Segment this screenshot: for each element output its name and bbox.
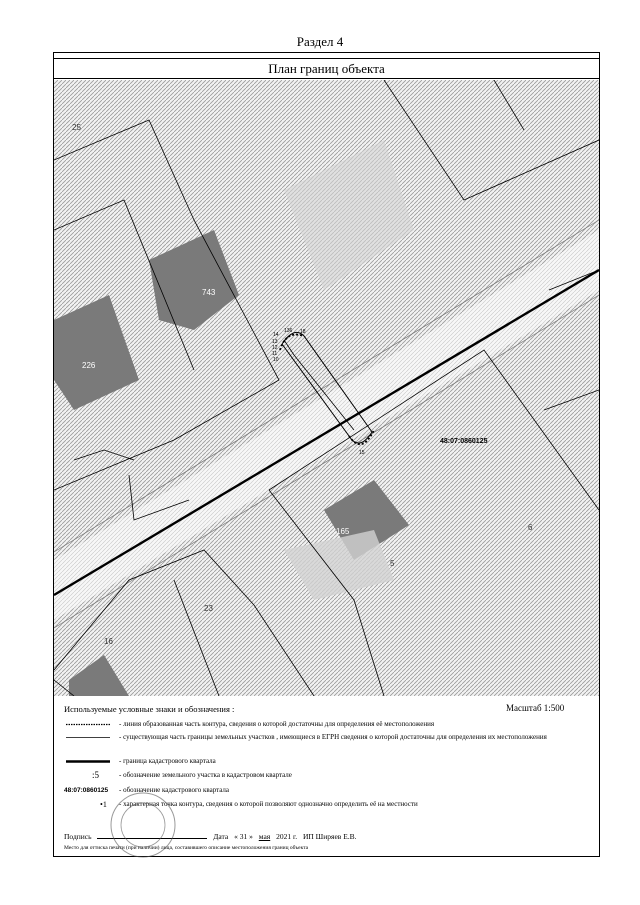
author: ИП Ширяев Е.В.	[302, 832, 357, 841]
parcel-label: 226	[82, 361, 96, 370]
legend-item-text: - обозначение кадастрового квартала	[119, 786, 230, 794]
legend-item-text: - характерная точка контура, сведения о которой позволяют однозначно определить её на местности	[119, 800, 418, 808]
date-year: 2021 г.	[276, 832, 298, 841]
parcel-symbol: :5	[92, 770, 100, 780]
parcel-label: 743	[202, 288, 216, 297]
existing-boundary-symbol	[64, 733, 114, 742]
legend-item-text: - граница кадастрового квартала	[119, 757, 216, 765]
quarter-symbol: 48:07:0860125	[64, 787, 109, 794]
point-label: 12	[272, 345, 278, 351]
point-label: 13	[272, 339, 278, 345]
point-label: 15	[359, 450, 365, 456]
point-label: 136	[284, 328, 293, 334]
parcel-label: 5	[390, 559, 395, 568]
quarter-boundary-symbol	[64, 757, 114, 766]
section-title: Раздел 4	[296, 34, 344, 49]
seal-stamp-icon	[108, 790, 178, 860]
point-label: 11	[272, 351, 278, 357]
point-label: 10	[273, 357, 279, 363]
date-day: « 31 »	[234, 832, 253, 841]
stamp-note: Место для оттиска печати (при наличии) лица, составившего описание местоположения границ объекта	[64, 845, 309, 851]
point-symbol: •1	[100, 800, 107, 809]
plan-title: План границ объекта	[53, 58, 600, 79]
point-label: 14	[273, 332, 279, 338]
new-contour-line-symbol	[64, 720, 114, 729]
point-label: 18	[300, 329, 306, 335]
parcel-label: 23	[204, 604, 213, 613]
date-label: Дата	[213, 832, 229, 841]
parcel-label: 16	[104, 637, 113, 646]
boundary-plan-map	[54, 80, 599, 696]
date-month: мая	[258, 832, 271, 841]
map-drawing	[54, 80, 599, 696]
parcel-label: 6	[528, 523, 533, 532]
map-scale: Масштаб 1:500	[506, 703, 565, 713]
parcel-label: 25	[72, 123, 81, 132]
legend-title: Используемые условные знаки и обозначения :	[64, 704, 235, 714]
quarter-label: 48:07:0860125	[440, 438, 488, 445]
legend-item-text: - линия образованная часть контура, сведения о которой достаточны для определения её местоположения	[119, 720, 435, 728]
parcel-label: 165	[336, 527, 350, 536]
legend-item-text: - обозначение земельного участка в кадастровом квартале	[119, 771, 292, 779]
signature-label: Подпись	[64, 832, 92, 841]
legend-item-text: - существующая часть границы земельных участков , имеющиеся в ЕГРН сведения о которой достаточны для определения их местоположения	[119, 733, 547, 741]
point-dot-icon: •	[100, 800, 103, 809]
